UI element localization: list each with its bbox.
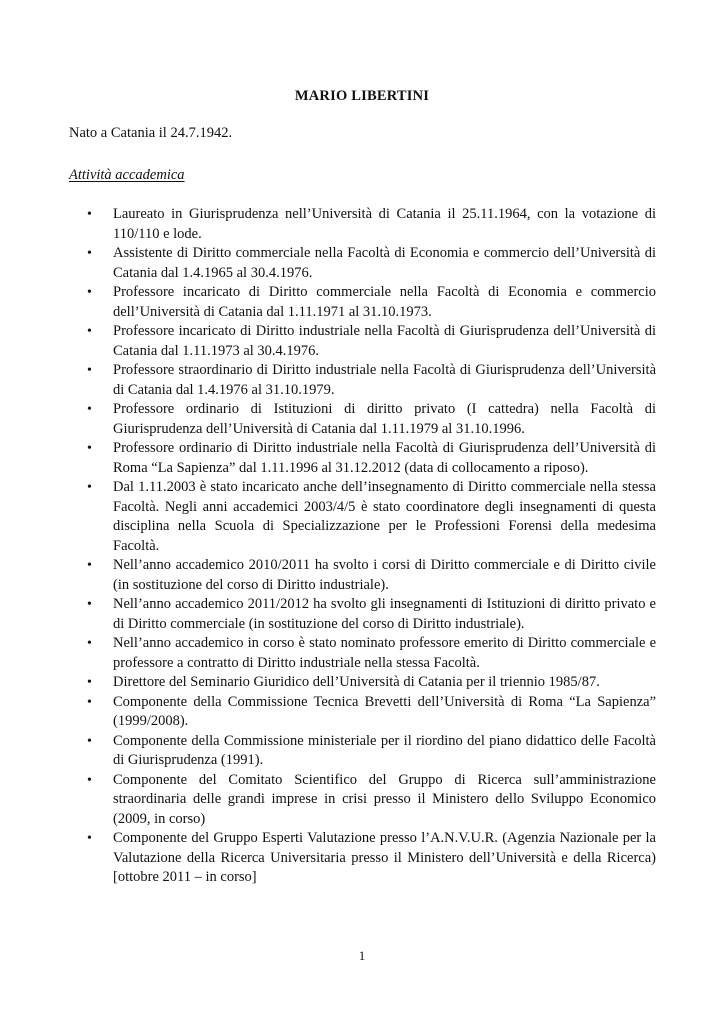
list-item-text: Componente del Comitato Scientifico del Gruppo di Ricerca sull’amministrazione straordinaria delle grandi imprese in crisi presso il Ministero dello Sviluppo Economico (2009, in corso) <box>113 771 656 827</box>
list-item <box>87 322 656 361</box>
list-item-text: Dal 1.11.2003 è stato incaricato anche dell’insegnamento di Diritto commerciale nella stessa Facoltà. Negli anni accademici 2003/4/5 è stato coordinatore degli insegnamenti di questa disciplina nella Scuola di Specializzazione per le Professioni Forensi della medesima Facoltà. <box>113 479 656 554</box>
list-item <box>87 439 656 478</box>
bullet-icon: • <box>87 402 92 417</box>
list-item-text: Assistente di Diritto commerciale nella Facoltà di Economia e commercio dell’Università di Catania dal 1.4.1965 al 30.4.1976. <box>113 245 656 281</box>
bullet-icon: • <box>87 636 92 651</box>
bullet-icon: • <box>87 558 92 573</box>
bullet-icon: • <box>87 441 92 456</box>
list-item <box>87 205 656 244</box>
bullet-icon: • <box>87 772 92 788</box>
list-item <box>87 693 656 732</box>
list-item-text: Nell’anno accademico 2011/2012 ha svolto gli insegnamenti di Istituzioni di diritto privato e di Diritto commerciale (in sostituzione del corso di Diritto industriale). <box>113 596 656 632</box>
list-item <box>87 829 656 888</box>
list-item-text: Professore ordinario di Diritto industriale nella Facoltà di Giurisprudenza dell’Università di Roma “La Sapienza” dal 1.11.1996 al 31.12.2012 (data di collocamento a riposo). <box>113 440 656 476</box>
list-item-text: Componente della Commissione ministeriale per il riordino del piano didattico delle Facoltà di Giurisprudenza (1991). <box>113 732 656 768</box>
list-item-text: Laureato in Giurisprudenza nell’Università di Catania il 25.11.1964, con la votazione di 110/110 e lode. <box>113 206 656 242</box>
list-item <box>87 673 656 693</box>
list-item <box>87 732 656 771</box>
list-item <box>87 400 656 439</box>
list-item-text: Nell’anno accademico in corso è stato nominato professore emerito di Diritto commerciale e professore a contratto di Diritto industriale nella stessa Facoltà. <box>113 635 656 671</box>
bullet-icon: • <box>87 675 92 690</box>
list-item <box>87 771 656 830</box>
page-number: 1 <box>358 948 366 963</box>
list-item-text: Professore incaricato di Diritto industriale nella Facoltà di Giurisprudenza dell’Università di Catania dal 1.11.1973 al 30.4.1976. <box>113 323 656 359</box>
list-item-text: Professore ordinario di Istituzioni di diritto privato (I cattedra) nella Facoltà di Giurisprudenza dell’Università di Catania dal 1.11.1979 al 31.10.1996. <box>113 401 656 437</box>
document-title: MARIO LIBERTINI <box>294 88 430 104</box>
bullet-icon: • <box>87 207 92 222</box>
activity-list <box>87 205 656 888</box>
list-item <box>87 478 656 556</box>
bullet-icon: • <box>87 246 92 261</box>
birth-line: Nato a Catania il 24.7.1942. <box>69 125 233 141</box>
list-item <box>87 634 656 673</box>
bullet-icon: • <box>87 597 92 612</box>
list-item-text: Direttore del Seminario Giuridico dell’Università di Catania per il triennio 1985/87. <box>113 674 600 690</box>
list-item-text: Professore straordinario di Diritto industriale nella Facoltà di Giurisprudenza dell’Università di Catania dal 1.4.1976 al 31.10.1979. <box>113 362 656 398</box>
section-heading: Attività accademica <box>69 167 185 183</box>
bullet-icon: • <box>87 324 92 339</box>
list-item-text: Componente del Gruppo Esperti Valutazione presso l’A.N.V.U.R. (Agenzia Nazionale per la Valutazione della Ricerca Universitaria presso il Ministero dell’Università e della Ricerca) [ottobre 2011 – in corso] <box>113 830 656 885</box>
bullet-icon: • <box>87 733 92 749</box>
bullet-icon: • <box>87 285 92 300</box>
list-item <box>87 595 656 634</box>
list-item <box>87 244 656 283</box>
list-item <box>87 556 656 595</box>
bullet-icon: • <box>87 363 92 378</box>
list-item-text: Professore incaricato di Diritto commerciale nella Facoltà di Economia e commercio dell’Università di Catania dal 1.11.1971 al 31.10.1973. <box>113 284 656 320</box>
bullet-icon: • <box>87 694 92 710</box>
list-item-text: Componente della Commissione Tecnica Brevetti dell’Università di Roma “La Sapienza” (1999/2008). <box>113 693 656 729</box>
list-item <box>87 361 656 400</box>
list-item <box>87 283 656 322</box>
bullet-icon: • <box>87 480 92 495</box>
bullet-icon: • <box>87 831 92 846</box>
list-item-text: Nell’anno accademico 2010/2011 ha svolto i corsi di Diritto commerciale e di Diritto civile (in sostituzione del corso di Diritto industriale). <box>113 557 656 593</box>
